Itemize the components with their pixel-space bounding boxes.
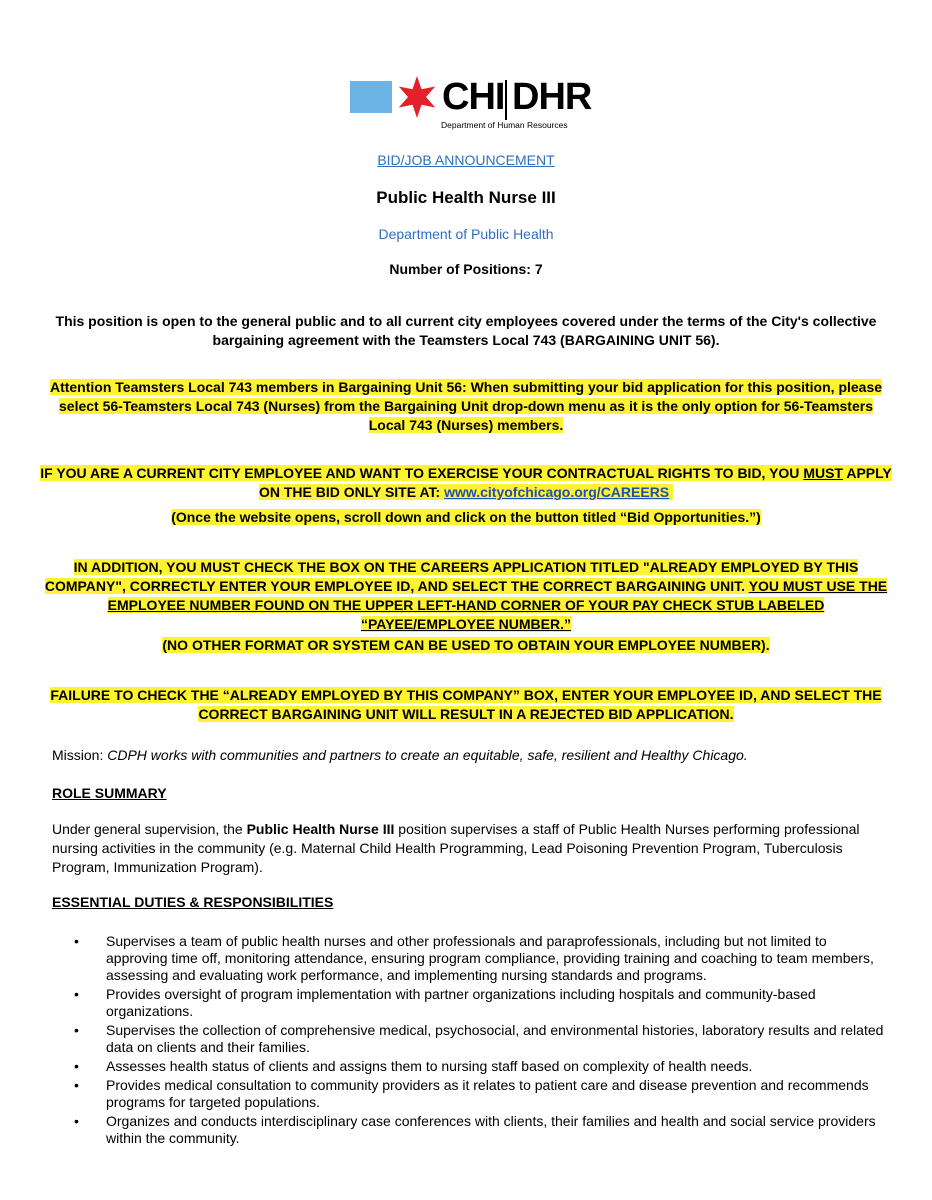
announcement-link[interactable]: BID/JOB ANNOUNCEMENT bbox=[377, 152, 555, 168]
bullet-icon: • bbox=[74, 1022, 79, 1038]
additional-requirements-text bbox=[45, 559, 887, 632]
must-emphasis: MUST bbox=[803, 465, 843, 481]
list-item bbox=[74, 1077, 886, 1111]
no-other-format-notice bbox=[40, 636, 892, 655]
teamsters-attention-text: Attention Teamsters Local 743 members in Bargaining Unit 56: When submitting your bid application for this position, please select 56-Teamsters Local 743 (Nurses) from the Bargaining Unit drop-down menu as it is the only option for 56-Teamsters Local 743 (Nurses) members. bbox=[49, 379, 883, 433]
mission-statement: Mission: CDPH works with communities and partners to create an equitable, safe, resilient and Healthy Chicago. bbox=[52, 747, 748, 763]
scroll-instruction-text: (Once the website opens, scroll down and click on the button titled “Bid Opportunities.”) bbox=[171, 509, 761, 525]
careers-link[interactable]: www.cityofchicago.org/CAREERS bbox=[444, 484, 670, 500]
current-employee-text-1: IF YOU ARE A CURRENT CITY EMPLOYEE AND WANT TO EXERCISE YOUR CONTRACTUAL RIGHTS TO BID, YOU bbox=[40, 465, 804, 481]
list-item bbox=[74, 1113, 886, 1147]
additional-requirements-notice bbox=[40, 558, 892, 634]
logo-blue-bar bbox=[350, 81, 392, 113]
mission-text: CDPH works with communities and partners to create an equitable, safe, resilient and Healthy Chicago. bbox=[107, 747, 748, 763]
bullet-icon: • bbox=[74, 933, 79, 949]
teamsters-attention-notice bbox=[40, 378, 892, 435]
bullet-icon: • bbox=[74, 1077, 79, 1093]
duty-text: Provides oversight of program implementation with partner organizations including hospitals and community-based organizations. bbox=[106, 986, 816, 1019]
page-title: Public Health Nurse III bbox=[376, 188, 556, 207]
failure-warning bbox=[40, 686, 892, 724]
logo-divider bbox=[505, 80, 507, 120]
duty-text: Supervises a team of public health nurses and other professionals and paraprofessionals, including but not limited to approving time off, monitoring attendance, ensuring program compliance, providing training and coaching to team members, assessing and evaluating work performance, and implementing nursing standards and programs. bbox=[106, 933, 874, 983]
additional-requirements-text-1: IN ADDITION, YOU MUST CHECK THE BOX ON THE CAREERS APPLICATION TITLED "ALREADY EMPLOYED BY THIS COMPANY", CORRECTLY ENTER YOUR EMPLOYEE ID, AND SELECT THE CORRECT BARGAINING UNIT. bbox=[44, 559, 859, 594]
list-item bbox=[74, 1058, 886, 1075]
role-summary-text bbox=[52, 820, 882, 877]
bullet-icon: • bbox=[74, 1058, 79, 1074]
duties-list bbox=[74, 933, 886, 1149]
no-other-format-text: (NO OTHER FORMAT OR SYSTEM CAN BE USED TO OBTAIN YOUR EMPLOYEE NUMBER). bbox=[162, 637, 770, 653]
logo-subtitle: Department of Human Resources bbox=[441, 120, 568, 130]
logo-dhr-text: DHR bbox=[512, 76, 592, 118]
list-item bbox=[74, 986, 886, 1020]
duty-text: Provides medical consultation to community providers as it relates to patient care and disease prevention and recommends programs for targeted populations. bbox=[106, 1077, 869, 1110]
employee-number-instruction: YOU MUST USE THE EMPLOYEE NUMBER FOUND ON THE UPPER LEFT-HAND CORNER OF YOUR PAY CHECK STUB LABELED “PAYEE/EMPLOYEE NUMBER.” bbox=[107, 578, 888, 632]
role-summary-heading: ROLE SUMMARY bbox=[52, 785, 167, 801]
duty-text: Supervises the collection of comprehensive medical, psychosocial, and environmental histories, laboratory results and related data on clients and their families. bbox=[106, 1022, 884, 1055]
role-summary-text-1: Under general supervision, the bbox=[52, 821, 247, 837]
chi-dhr-logo bbox=[350, 74, 590, 134]
scroll-instruction bbox=[40, 508, 892, 527]
logo-chi-text: CHI bbox=[442, 76, 505, 118]
list-item bbox=[74, 1022, 886, 1056]
failure-warning-text: FAILURE TO CHECK THE “ALREADY EMPLOYED BY THIS COMPANY” BOX, ENTER YOUR EMPLOYEE ID, AND SELECT THE CORRECT BARGAINING UNIT WILL RESULT IN A REJECTED BID APPLICATION. bbox=[50, 687, 882, 722]
bullet-icon: • bbox=[74, 1113, 79, 1129]
number-of-positions: Number of Positions: 7 bbox=[389, 261, 543, 277]
bullet-icon: • bbox=[74, 986, 79, 1002]
role-summary-text-2: position supervises a staff of Public Health Nurses performing professional nursing activities in the community (e.g. Maternal Child Health Programming, Lead Poisoning Prevention Program, Tuberculosis Program, Immunization Program). bbox=[52, 821, 860, 875]
current-employee-notice bbox=[40, 464, 892, 502]
department-name: Department of Public Health bbox=[378, 226, 554, 242]
eligibility-notice: This position is open to the general public and to all current city employees covered under the terms of the City's collective bargaining agreement with the Teamsters Local 743 (BARGAINING UNIT 56). bbox=[55, 313, 877, 348]
current-employee-text bbox=[40, 465, 892, 500]
list-item bbox=[74, 933, 886, 984]
current-employee-text-2: APPLY ON THE BID ONLY SITE AT: bbox=[258, 465, 892, 500]
duties-heading: ESSENTIAL DUTIES & RESPONSIBILITIES bbox=[52, 894, 334, 910]
role-summary-title: Public Health Nurse III bbox=[246, 821, 395, 837]
duty-text: Assesses health status of clients and assigns them to nursing staff based on complexity of health needs. bbox=[106, 1058, 753, 1074]
duty-text: Organizes and conducts interdisciplinary case conferences with clients, their families and health and social service providers within the community. bbox=[106, 1113, 876, 1146]
mission-label: Mission bbox=[52, 747, 100, 763]
chicago-star-icon bbox=[394, 74, 440, 120]
